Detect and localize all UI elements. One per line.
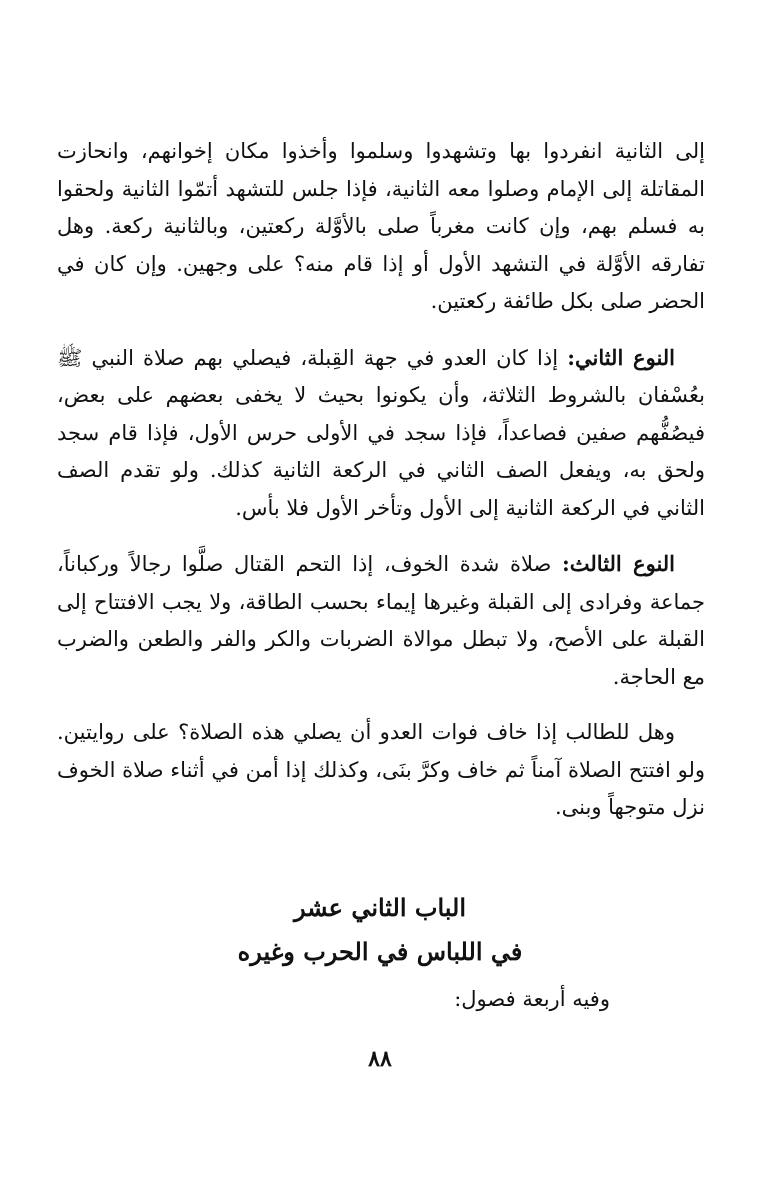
paragraph-type-three <box>57 545 705 696</box>
paragraph-text: صلاة شدة الخوف، إذا التحم القتال صلَّوا رجالاً وركباناً، جماعة وفرادى إلى القبلة وغيرها إيماء بحسب الطاقة، ولا يجب الافتتاح إلى القبلة على الأصح، ولا تبطل موالاة الضربات والكر والفر والطعن والضرب مع الحاجة. <box>57 552 705 689</box>
paragraph-type-two <box>57 339 705 528</box>
paragraph-continuation <box>57 133 705 321</box>
paragraph-pursuer <box>57 714 705 827</box>
chapter-subtitle: في اللباس في الحرب وغيره <box>237 937 523 966</box>
page-body <box>57 133 705 827</box>
chapter-title: الباب الثاني عشر <box>293 893 467 922</box>
paragraph-lead: النوع الثالث: <box>562 551 676 576</box>
paragraph-text: إلى الثانية انفردوا بها وتشهدوا وسلموا وأخذوا مكان إخوانهم، وانحازت المقاتلة إلى الإمام وصلوا معه الثانية، فإذا جلس للتشهد أتمّوا الثانية ولحقوا به فسلم بهم، وإن كانت مغرباً صلى بالأوَّلة ركعتين، وبالثانية ركعة. وهل تفارقه الأوَّلة في التشهد الأول أو إذا قام منه؟ على وجهين. وإن كان في الحضر صلى بكل طائفة ركعتين. <box>57 139 705 313</box>
paragraph-lead: النوع الثاني: <box>567 344 676 370</box>
page-number: ٨٨ <box>368 1046 392 1072</box>
paragraph-text: إذا كان العدو في جهة القِبلة، فيصلي بهم صلاة النبي ﷺ بعُسْفان بالشروط الثلاثة، وأن يكونوا بحيث لا يخفى بعضهم على بعض، فيصُفُّهم صفين فصاعداً، فإذا سجد في الأولى حرس الأول، فإذا قام سجد ولحق به، ويفعل الصف الثاني في الركعة الثانية كذلك. ولو تقدم الصف الثاني في الركعة الثانية إلى الأول وتأخر الأول فلا بأس. <box>57 345 705 520</box>
paragraph-text: وهل للطالب إذا خاف فوات العدو أن يصلي هذه الصلاة؟ على روايتين. ولو افتتح الصلاة آمناً ثم خاف وكرَّ بنَى، وكذلك إذا أمن في أثناء صلاة الخوف نزل متوجهاً وبنى. <box>57 720 705 819</box>
chapter-intro: وفيه أربعة فصول: <box>454 987 610 1011</box>
